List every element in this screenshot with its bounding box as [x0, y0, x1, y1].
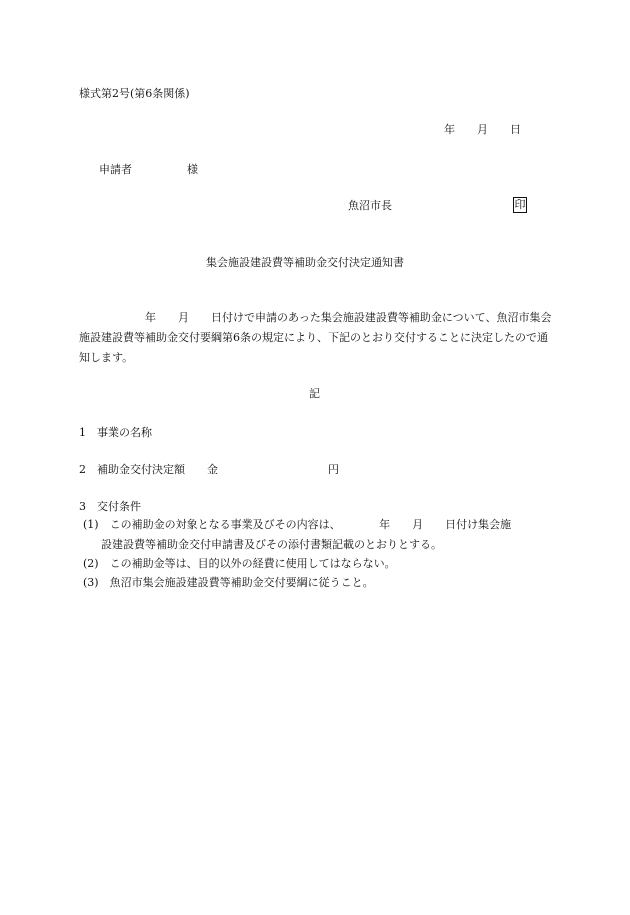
document-title: 集会施設建設費等補助金交付決定通知書 [206, 256, 404, 269]
recipient-line: 申請者 様 [99, 163, 198, 176]
issuer-name: 魚沼市長 [348, 199, 392, 212]
item-grant-amount: 2 補助金交付決定額 金 円 [79, 463, 339, 476]
date-line: 年 月 日 [444, 123, 521, 136]
item-conditions-heading: 3 交付条件 [79, 500, 141, 513]
seal-box: 印 [514, 198, 526, 211]
condition-2: (2) この補助金等は、目的以外の経費に使用してはならない。 [83, 557, 396, 570]
ki-heading: 記 [309, 387, 320, 400]
condition-3: (3) 魚沼市集会施設建設費等補助金交付要綱に従うこと。 [83, 576, 374, 589]
item-project-name: 1 事業の名称 [79, 426, 152, 439]
body-paragraph: 年 月 日付けで申請のあった集会施設建設費等補助金について、魚沼市集会施設建設費等補助金交付要綱第6条の規定により、下記のとおり交付することに決定したので通知します。 [79, 311, 552, 364]
condition-1-line-2: 設建設費等補助金交付申請書及びその添付書類記載のとおりとする。 [101, 538, 442, 551]
condition-1-line-1: (1) この補助金の対象となる事業及びその内容は、 年 月 日付け集会施 [83, 518, 512, 531]
form-number: 様式第2号(第6条関係) [79, 87, 190, 100]
